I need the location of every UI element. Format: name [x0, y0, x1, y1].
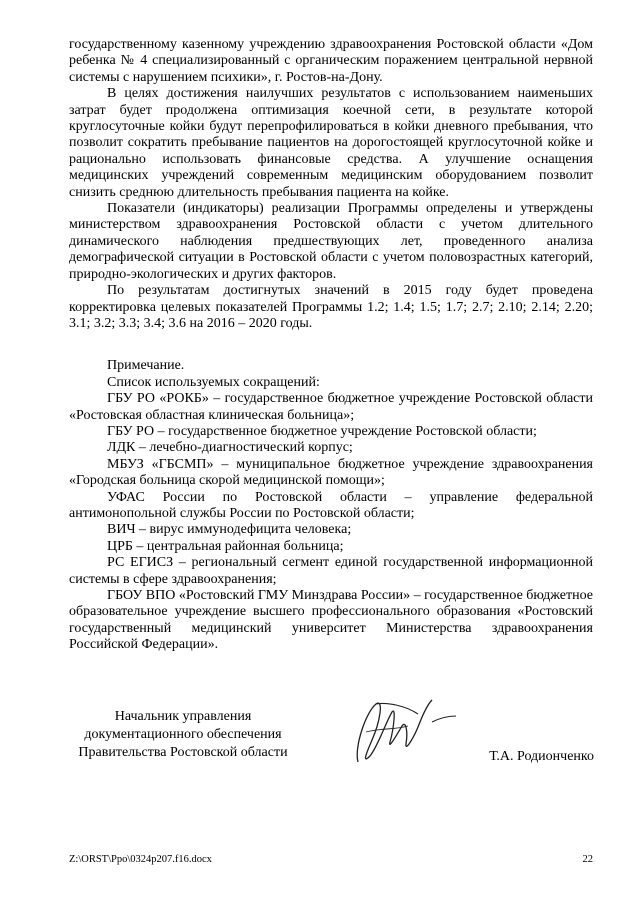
abbreviation-item: ГБУ РО «РОКБ» – государственное бюджетное учреждение Ростовской области «Ростовская областная клиническая больница»;: [69, 391, 593, 423]
signatory-title-line: Начальник управления: [114, 709, 252, 724]
paragraph-2: В целях достижения наилучших результатов с использованием наименьших затрат будет продолжена оптимизация коечной сети, в результате которой круглосуточные койки будут перепрофилироваться в койки дневного пребывания, что позволит сократить пребывание пациентов на дорогостоящей круглосуточной койке и рационально использовать финансовые средства. А улучшение оснащения медицинских учреждений современным медицинским оборудованием позволит снизить среднюю длительность пребывания пациента на койке.: [69, 86, 593, 200]
abbreviation-item: МБУЗ «ГБСМП» – муниципальное бюджетное учреждение здравоохранения «Городская больница скорой медицинской помощи»;: [69, 456, 593, 489]
signatory-title: [69, 708, 297, 762]
abbreviation-item: РС ЕГИСЗ – региональный сегмент единой государственной информационной системы в сфере здравоохранения;: [69, 555, 593, 587]
signature-block: [0, 708, 640, 788]
document-body: [69, 37, 593, 654]
signatory-title-line: Правительства Ростовской области: [78, 745, 288, 760]
abbreviation-item: УФАС России по Ростовской области – управление федеральной антимонопольной службы России по Ростовской области;: [69, 489, 593, 521]
abbreviation-item: ВИЧ – вирус иммунодефицита человека;: [107, 522, 352, 538]
abbreviation-item: ГБУ РО – государственное бюджетное учреждение Ростовской области;: [107, 423, 537, 439]
abbreviation-item: ЦРБ – центральная районная больница;: [107, 538, 344, 554]
file-path: Z:\ORST\Ppo\0324p207.f16.docx: [69, 854, 212, 865]
paragraph-4: По результатам достигнутых значений в 2015 году будет проведена корректировка целевых показателей Программы 1.2; 1.4; 1.5; 1.7; 2.7; 2.10; 2.14; 2.20; 3.1; 3.2; 3.3; 3.4; 3.6 на 2016 – 2020 годы.: [69, 283, 593, 331]
spacer: [69, 332, 593, 358]
abbreviation-item: ГБОУ ВПО «Ростовский ГМУ Минздрава России» – государственное бюджетное образовательное учреждение высшего профессионального образования «Ростовский государственный медицинский университет Министерства здравоохранения Российской Федерации».: [69, 588, 593, 653]
note-title: Примечание.: [107, 358, 185, 374]
abbreviation-item: ЛДК – лечебно-диагностический корпус;: [107, 440, 353, 456]
signatory-name: Т.А. Родионченко: [489, 749, 594, 764]
abbreviation-list-title: Список используемых сокращений:: [107, 374, 320, 390]
signatory-title-line: документационного обеспечения: [84, 727, 282, 742]
page-number: 22: [582, 854, 593, 865]
paragraph-3: Показатели (индикаторы) реализации Программы определены и утверждены министерством здравоохранения Ростовской области с учетом длительного динамического наблюдения предшествующих лет, проведенного анализа демографической ситуации в Ростовской области с учетом половозрастных категорий, природно-экологических и других факторов.: [69, 201, 593, 282]
handwritten-signature: [336, 692, 466, 772]
paragraph-1: государственному казенному учреждению здравоохранения Ростовской области «Дом ребенка № 4 специализированный с органическим поражением центральной нервной системы с нарушением психики», г. Ростов-на-Дону.: [69, 37, 593, 85]
